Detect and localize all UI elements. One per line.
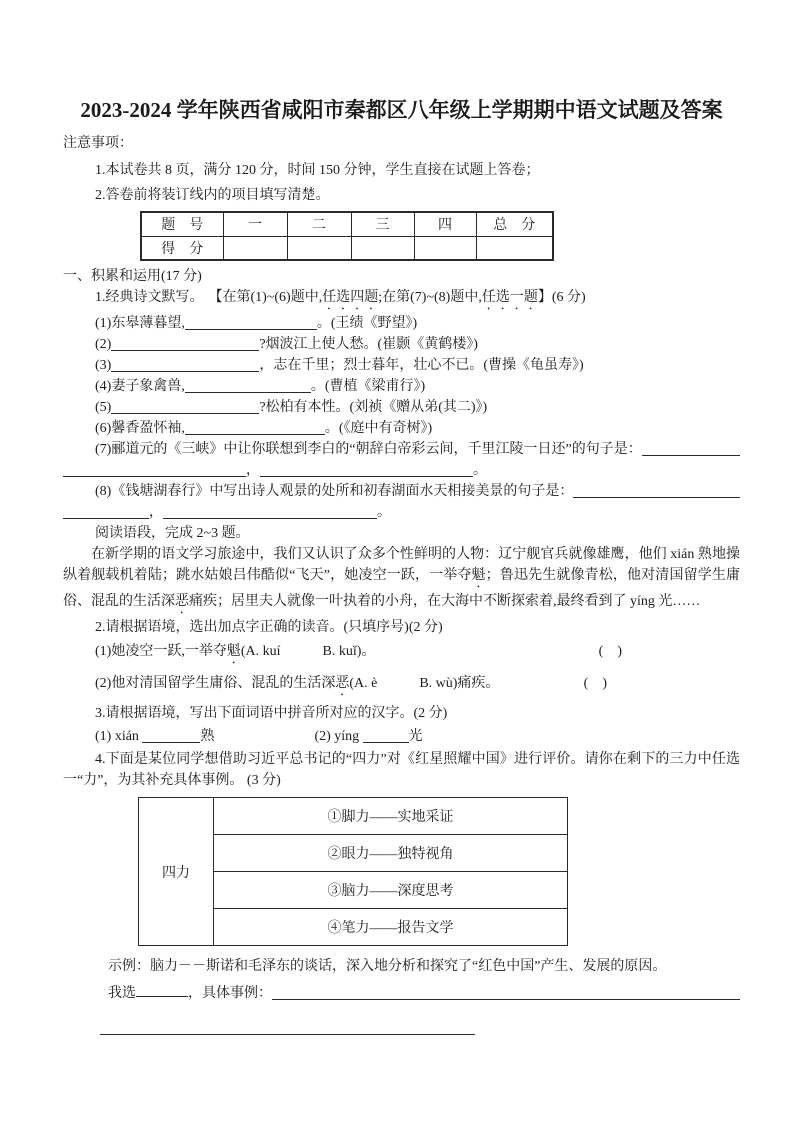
- q1-item-4-pre: (4)妻子象禽兽,: [95, 379, 185, 394]
- blank-line: [363, 729, 409, 743]
- score-table-score-row: [141, 236, 553, 260]
- passage-em-1: 魁: [471, 568, 486, 583]
- blank-line: [642, 439, 740, 456]
- q1-item-3-pre: (3): [95, 358, 112, 373]
- q2-item-2: [63, 673, 740, 699]
- q1-item-7-pre: (7)郦道元的《三峡》中让你联想到李白的“朝辞白帝彩云间，千里江陵一日还”的句子是：: [95, 442, 642, 457]
- q2-item-1-em: 魁: [226, 644, 241, 659]
- blank-line: [573, 481, 740, 498]
- blank-line: [100, 1021, 475, 1035]
- passage-seg-3: 痛疾；居里夫人就像一叶执着的小舟，在大海中不断探索着,最终看到了 yíng 光……: [189, 594, 701, 609]
- q1-item-4-post: 。(曹植《梁甫行》): [310, 379, 426, 394]
- blank-line: [111, 337, 259, 351]
- passage-seg-1: 在新学期的语文学习旅途中，我们又认识了众多个性鲜明的人物：辽宁舰官兵就像雄鹰，他们 xián 熟地操纵着舰载机着陆；跳水姑娘吕伟酷似“飞天”，她凌空一跃，一举夺: [63, 547, 740, 583]
- q3-item-1-post: 熟: [200, 729, 215, 744]
- reading-passage: [63, 544, 740, 617]
- score-header-total: 总 分: [476, 212, 553, 236]
- q4-example: 示例：脑力－－斯诺和毛泽东的谈话，深入地分析和探究了“红色中国”产生、发展的原因。: [108, 959, 667, 974]
- q1-rule-em2: 任选一题: [481, 290, 538, 305]
- q1-item-5-post: ?松柏有本性。(刘祯《赠从弟(其二)》): [259, 400, 488, 415]
- q1-rule-post: 】(6 分): [537, 290, 586, 305]
- q2-item-2-pre: (2)他对清国留学生庸俗、混乱的生活深: [95, 676, 336, 691]
- q1-item-2: [63, 334, 740, 355]
- blank-line: [185, 421, 325, 435]
- blank-line: [111, 400, 259, 414]
- q1-item-5-pre: (5): [95, 400, 112, 415]
- q1-item-6: [63, 418, 740, 439]
- four-li-item-4: ④笔力——报告文学: [214, 909, 568, 946]
- score-cell-empty: [351, 236, 414, 260]
- q1-lead-line: [63, 287, 740, 313]
- q3-item-2-pre: (2) yíng: [314, 729, 363, 744]
- q1-item-5: [63, 397, 740, 418]
- score-table: [140, 211, 554, 261]
- q1-item-2-pre: (2): [95, 337, 112, 352]
- q1-item-8-comma: ，: [149, 505, 163, 520]
- q1-item-8-period: 。: [377, 505, 391, 520]
- q1-rule-mid: ;在第(7)~(8)题中,: [378, 290, 482, 305]
- q4-choose-pre: 我选: [108, 986, 136, 1001]
- q2-item-2-em: 恶: [335, 676, 350, 691]
- blank-line: [260, 463, 473, 477]
- q4-choose-line: [63, 983, 740, 1004]
- q2-item-2-post: (A. è B. wù)痛疾。: [349, 676, 500, 691]
- blank-line: [185, 316, 317, 330]
- blank-line: [272, 983, 740, 1000]
- four-li-item-3: ③脑力——深度思考: [214, 872, 568, 909]
- score-row-label: 得 分: [141, 236, 223, 260]
- score-cell-empty: [414, 236, 476, 260]
- score-cell-empty: [476, 236, 553, 260]
- q2-item-1-post: (A. kuí B. kuǐ)。: [240, 644, 376, 659]
- blank-line: [185, 379, 311, 393]
- notice-heading: 注意事项：: [63, 136, 133, 151]
- blank-line: [63, 463, 246, 477]
- q1-item-3-post: ，志在千里；烈士暮年，壮心不已。(曹操《龟虽寿》): [259, 358, 584, 373]
- score-header-label: 题 号: [141, 212, 223, 236]
- answer-paren: ( ): [583, 676, 607, 691]
- q1-item-2-post: ?烟波江上使人愁。(崔颢《黄鹤楼》): [259, 337, 478, 352]
- blank-line: [111, 358, 259, 372]
- score-header-col1: 一: [223, 212, 287, 236]
- blank-line: [163, 505, 377, 519]
- blank-line: [63, 505, 149, 519]
- blank-line: [142, 729, 200, 743]
- four-li-row: [139, 798, 568, 835]
- score-header-col3: 三: [351, 212, 414, 236]
- notice-item-2: 2.答卷前将装订线内的项目填写清楚。: [95, 188, 330, 203]
- score-header-col2: 二: [287, 212, 351, 236]
- score-cell-empty: [287, 236, 351, 260]
- four-li-item-1: ①脚力——实地采证: [214, 798, 568, 835]
- q1-item-8-pre: (8)《钱塘湖春行》中写出诗人观景的处所和初春湖面水天相接美景的句子是：: [95, 484, 574, 499]
- q1-lead: 1.经典诗文默写。: [95, 290, 204, 305]
- answer-paren: ( ): [598, 644, 622, 659]
- q3-items: [63, 726, 740, 747]
- passage-seg-2: ；鲁迅先生就像青松，他对清国留学生庸俗、混乱的生活深: [63, 568, 740, 609]
- four-li-table: [138, 797, 568, 946]
- q1-item-8-cont: [63, 502, 740, 523]
- q3-lead: 3.请根据语境，写出下面词语中拼音所对应的汉字。(2 分): [95, 706, 448, 721]
- four-li-label: 四力: [139, 798, 214, 946]
- q1-item-7-comma: ，: [246, 463, 260, 478]
- score-header-col4: 四: [414, 212, 476, 236]
- q1-item-1-post: 。(王绩《野望》): [316, 316, 418, 331]
- notice-item-1: 1.本试卷共 8 页，满分 120 分，时间 150 分钟，学生直接在试题上答卷；: [95, 163, 540, 178]
- q1-item-3: [63, 355, 740, 376]
- passage-em-2: 恶: [175, 594, 189, 609]
- q1-item-8: [63, 481, 740, 502]
- q1-item-6-post: 。(《庭中有奇树》): [324, 421, 433, 436]
- q1-item-7-period: 。: [473, 463, 487, 478]
- q1-rule-em1: 任选四题: [322, 290, 379, 305]
- q1-item-1-pre: (1)东皋薄暮望,: [95, 316, 185, 331]
- q1-item-4: [63, 376, 740, 397]
- q4-choose-mid: ，具体事例：: [188, 986, 272, 1001]
- score-cell-empty: [223, 236, 287, 260]
- q3-item-1-pre: (1) xián: [95, 729, 143, 744]
- q1-rule-pre: 【在第(1)~(6)题中,: [215, 290, 323, 305]
- score-table-header-row: [141, 212, 553, 236]
- q1-item-7-cont: [63, 460, 740, 481]
- q4-answer-cont: [63, 1018, 740, 1039]
- q3-item-2-post: 光: [408, 729, 423, 744]
- four-li-item-2: ②眼力——独特视角: [214, 835, 568, 872]
- q1-item-1: [63, 313, 740, 334]
- q4-lead: 4.下面是某位同学想借助习近平总书记的“四力”对《红星照耀中国》进行评价。请你在剩下的三力中任选一“力”，为其补充具体事例。 (3 分): [63, 752, 740, 788]
- q1-item-7: [63, 439, 740, 460]
- q1-item-6-pre: (6)馨香盈怀袖,: [95, 421, 185, 436]
- blank-line: [136, 983, 188, 997]
- section1-heading: 一、积累和运用(17 分): [63, 269, 202, 284]
- q2-item-1-pre: (1)她凌空一跃,一举夺: [95, 644, 227, 659]
- exam-title: 2023-2024 学年陕西省咸阳市秦都区八年级上学期期中语文试题及答案: [80, 98, 723, 122]
- reading-intro: 阅读语段，完成 2~3 题。: [95, 526, 250, 541]
- q2-lead: 2.请根据语境，选出加点字正确的读音。(只填序号)(2 分): [95, 620, 443, 635]
- q2-item-1: [63, 641, 740, 667]
